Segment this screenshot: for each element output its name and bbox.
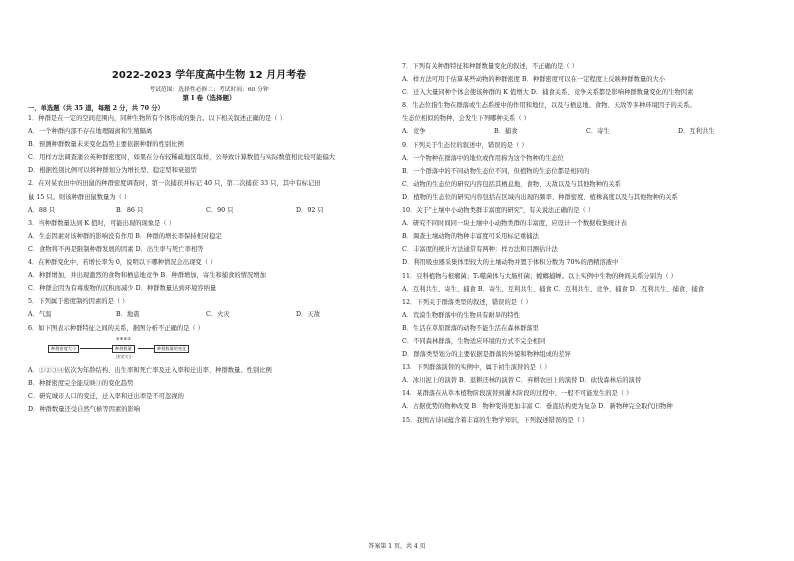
question-line: 8．生态位指生物在群落或生态系统中的作用和地位，以及与栖息地、食物、天敌等多种环境因子的关系。	[402, 102, 696, 110]
section-label: 第 I 卷（选择题）	[182, 94, 236, 102]
option-line: D．根据性别比例可以将种群划分为增长型、稳定型和衰退型	[28, 167, 197, 175]
option-line: D．植物的生态位的研究内容包括在区域内出现的频率、种群密度、植株高度以及与其他物种的关系	[402, 193, 678, 201]
option-line: A．种群增加，并出现激烈的食物和栖息地竞争 B．种群增加，寄生和捕食的情况增加	[28, 272, 266, 280]
option-d: D．天敌	[296, 311, 320, 319]
question-line: 15．我国古诗词蕴含着丰富的生物学知识，下列叙述错误的是（ ）	[402, 416, 589, 424]
option-b: B．地震	[116, 311, 140, 319]
exam-info: 考试范围：选择性必修二；考试时间：60 分钟	[149, 87, 269, 93]
part-heading: 一、单选题（共 35 道，每题 2 分，共 70 分）	[28, 105, 164, 112]
diagram-box-density: 种群密度大小	[48, 345, 79, 353]
option-line: C．丰富度的统计方法通常有两种：样方法和目测估计法	[402, 246, 558, 254]
question-line: 10．关于"土壤中小动物类群丰富度的研究"，有关说法正确的是（ ）	[402, 207, 595, 215]
diagram-box-number: 种群数量	[112, 345, 135, 353]
option-line: C．不同森林群落，生物适应环境的方式不完全相同	[402, 337, 546, 345]
option-line: A．一个种群内部不存在地理隔离和生殖隔离	[28, 128, 153, 136]
option-a: A．竞争	[402, 128, 426, 136]
option-line: C．迁入大量同种个体会使该种群的 K 值增大 D．捕食关系、竞争关系都是影响种群数量变化的生物因素	[402, 89, 694, 97]
diagram-arrow	[80, 348, 112, 349]
option-line: D．群落类型划分的主要依据是群落的外貌和物种组成的差异	[402, 351, 571, 359]
option-line: A．占据优势的物种改变 B．物种变得更加丰富 C．垂直结构更为复杂 D．新物种完全取代旧物种	[402, 403, 673, 411]
diagram-arrow	[138, 348, 154, 349]
option-line: C．动物的生态位的研究内容包括其栖息地、食物、天敌以及与其他物种的关系	[402, 180, 621, 188]
option-line: A．一个物种在群落中的地位或作用称为这个物种的生态位	[402, 154, 564, 162]
option-b: B．捕食	[494, 128, 518, 136]
option-line: B．调查土壤动物的物种丰富度可采用标记重捕法	[402, 233, 539, 241]
option-line: B．预测种群数量未来变化趋势主要依据种群的性别比例	[28, 141, 184, 149]
option-line: A．①②③④依次为年龄结构、出生率和死亡率及迁入率和迁出率、种群数量、性别比例	[28, 366, 272, 374]
option-line: B．生活在草原群落的动物不能生活在森林群落里	[402, 324, 539, 332]
option-c: C．火灾	[206, 311, 230, 319]
option-line: A．互利共生、寄生、捕食 B．寄生、互利共生、捕食 C．互利共生、竞争、捕食 D．互利共生、捕食、捕食	[402, 285, 705, 293]
question-line: 12．下列关于群落类型的叙述，错误的是（ ）	[402, 298, 532, 306]
option-row	[402, 125, 764, 138]
option-line: B．一个群落中的不同动物生态位不同，但植物的生态位都是相同的	[402, 167, 590, 175]
diagram-label-top: ④④④③	[116, 335, 132, 341]
option-a: A．气温	[28, 311, 52, 319]
option-line: A．生态因素对该种群的影响没有作用 B．种群的增长率保持相对稳定	[28, 232, 222, 240]
option-line: C．研究城市人口的变迁，迁入率和迁出率是不可忽视的	[28, 392, 184, 400]
option-line: A．冰川泥上的演替 B．退耕还林的演替 C．弃耕农田上的演替 D．砍伐森林后的演替	[402, 377, 642, 385]
question-line: 2．在对某农田中的田鼠的种群密度调查时，第一次捕获并标记 40 只，第二次捕获 33 只，其中有标记田	[28, 180, 321, 188]
option-d: D．92 只	[296, 206, 324, 214]
option-row	[28, 308, 390, 321]
question-line: 9．下列关于生态位的叙述中，错误的是（ ）	[402, 141, 528, 149]
question-line: 1．种群是在一定的空间范围内，同种生物所有个体形成的集合。以下相关叙述正确的是（ ）	[28, 115, 286, 122]
option-b: B．86 只	[116, 206, 144, 214]
question-line: 4．在种群变化中，若增长率为 0，说明以下哪种情况会出现变（ ）	[28, 259, 217, 267]
option-line: B．种群密度完全能反映③的变化趋势	[28, 379, 134, 387]
option-c: C．寄生	[586, 128, 610, 136]
option-d: D．互利共生	[678, 128, 715, 136]
question-line: 6．如下图表示种群特征之间的关系，据图分析不正确的是（ ）	[28, 324, 205, 332]
right-column	[402, 60, 764, 427]
diagram-box-change: 种群数量的变化	[154, 345, 189, 353]
option-line: A．研究不同时间同一块土壤中小动物类群的丰富度，应设计一个数据收集统计表	[402, 220, 627, 228]
option-line: C．食物将不再是限制种群发展的因素 D．出生率与死亡率相等	[28, 245, 204, 253]
exam-title: 2022-2023 学年度高中生物 12 月月考卷	[111, 70, 307, 81]
question-line: 13．下列群落演替的实例中，属于初生演替的是（ ）	[402, 364, 551, 372]
page-footer: 答案第 1 页，共 4 页	[368, 543, 426, 550]
question-line: 3．当种群数量达到 K 值时，可能出现的现象是（ ）	[28, 219, 175, 227]
option-line: A．荒漠生物群落中的生物具有耐旱的特性	[402, 311, 520, 319]
population-diagram	[28, 336, 390, 362]
question-line: 7．下列有关种群特征和种群数量变化的叙述，不正确的是（ ）	[402, 63, 579, 70]
question-line: 5．下列属于密度制约因素的是（ ）	[28, 298, 129, 306]
question-line: 生态位相似的物种，会发生下列哪种关系（ ）	[402, 115, 530, 123]
left-column	[28, 112, 390, 416]
diagram-label-bottom: 决定大小	[116, 353, 133, 359]
option-a: A．88 只	[28, 206, 56, 214]
question-line: 鼠 15 只。则该种群田鼠数量为（ ）	[28, 193, 131, 201]
option-row	[28, 204, 390, 217]
question-line: 11．豆科植物与根瘤菌；T₂噬菌体与大肠杆菌；螳螂捕蝉。以上实例中生物的种间关系分别为（ ）	[402, 272, 677, 280]
option-line: D．利用吸虫器采集体型较大的土壤动物并置于体积分数为 70%的酒精溶液中	[402, 259, 619, 267]
option-line: D．种群数量还受自然气候等因素的影响	[28, 405, 141, 413]
option-line: C．用样方法调查蒲公英种群密度时，如果在分布较稀疏地区取样，公导致计算数值与实际数值相比较可能偏大	[28, 154, 336, 162]
option-c: C．90 只	[206, 206, 234, 214]
option-line: A．样方法可用于估算某些动物的种群密度 B．种群密度可以在一定程度上反映种群数量的大小	[402, 76, 666, 84]
question-line: 14．某群落在从草本植物阶段演替到灌木阶段的过程中，一般不可能发生的是（ ）	[402, 390, 633, 398]
option-line: C．种群会因为有毒废物的沉积而减少 D．种群数量达到环境容纳量	[28, 285, 217, 293]
